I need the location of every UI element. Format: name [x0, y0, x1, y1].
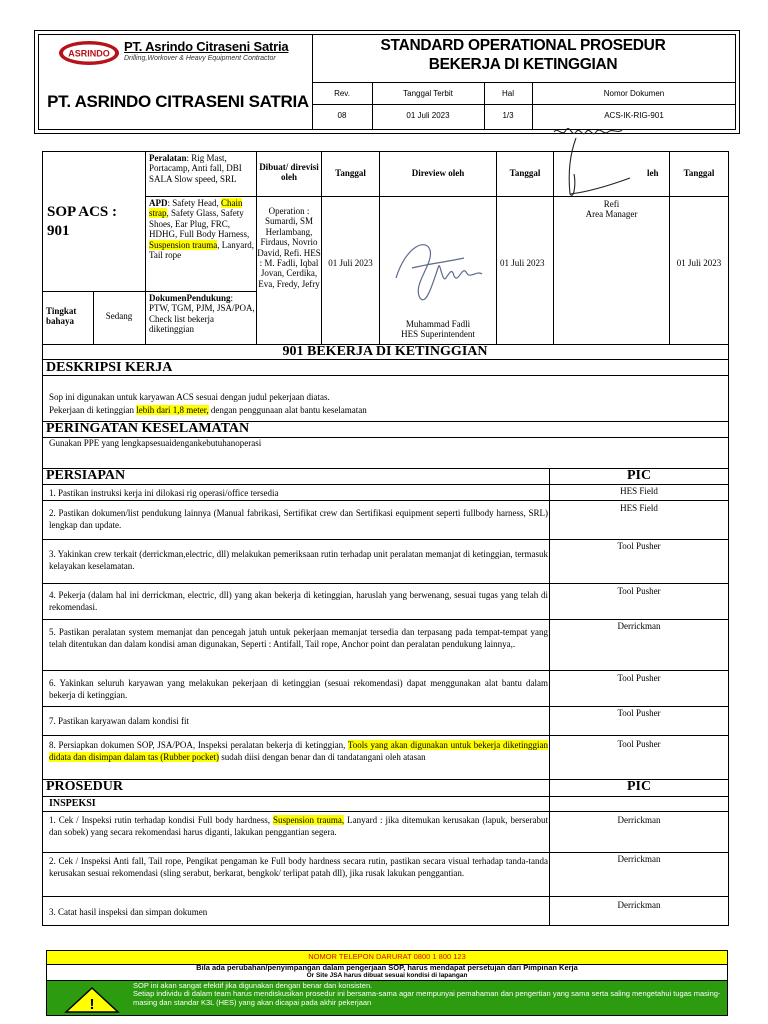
company-name: PT. Asrindo Citraseni Satria	[124, 39, 289, 54]
peralatan-cell	[149, 153, 255, 184]
reviewer-block	[380, 319, 496, 340]
prep-pic: HES Field	[620, 503, 658, 513]
prep-pic-header: PIC	[626, 468, 652, 483]
prep-pic: Derrickman	[617, 621, 661, 631]
col-tanggal3-header: Tanggal	[683, 168, 715, 178]
company-tagline: Drilling,Workover & Heavy Equipment Contractor	[124, 55, 276, 62]
document-title-line2: BEKERJA DI KETINGGIAN	[428, 56, 618, 73]
reviewer-name: Muhammad Fadli	[405, 319, 471, 329]
document-title-line1: STANDARD OPERATIONAL PROSEDUR	[380, 37, 666, 54]
notice-line1: Bila ada perubahan/penyimpangan dalam pengerjaan SOP, harus mendapat persetujan dari Pimpinan Kerja	[196, 963, 578, 972]
sop-code	[47, 203, 117, 241]
prep8-text: sudah diisi dengan benar dan di tandatangani oleh atasan	[218, 751, 426, 762]
prep-item: 7. Pastikan karyawan dalam kondisi fit	[49, 716, 189, 726]
green-notice-line1: SOP ini akan sangat efektif jika digunakan dengan benar dan konsisten.	[133, 981, 373, 990]
peralatan-label: Peralatan	[149, 153, 187, 163]
prep-pic: Tool Pusher	[617, 708, 661, 718]
notice-line2: Or Site JSA harus dibuat sesuai kondisi di lapangan	[306, 972, 468, 979]
date-value: 01 Juli 2023	[406, 111, 450, 120]
green-notice-line2: Setiap individu di dalam team harus mendiskusikan prosedur ini bersama-sama agar mempunyai pemahaman dan pengertian yang sama serta saling mengetahui tugas masing-masing dan standar K3L (HES) yang akan dicapai pada akhir pekerjaan	[133, 989, 721, 1007]
prep-item: 1. Pastikan instruksi kerja ini dilokasi rig operasi/office tersedia	[49, 488, 279, 498]
approver-block	[554, 199, 669, 220]
inspection-pic: Derrickman	[617, 854, 661, 864]
prep8-highlight: Tools yang akan digunakan untuk bekerja diketinggian didata dan disimpan dalam tas (Rubber pocket)	[49, 740, 548, 762]
prep-item: 4. Pekerja (dalam hal ini derrickman, electric, dll) yang akan bekerja di ketinggian, haruslah yang berwenang, sesuai tugas yang telah di rekomendasi.	[49, 590, 548, 612]
apd-highlight-suspension: Suspension trauma	[149, 239, 218, 250]
emergency-number: NOMOR TELEPON DARURAT 0800 1 800 123	[308, 952, 466, 961]
apd-label: APD	[149, 198, 168, 208]
inspection-pic: Derrickman	[617, 900, 661, 910]
col-dibuat-header: Dibuat/ direvisi oleh	[259, 162, 319, 183]
desc-heading: DESKRIPSI KERJA	[46, 360, 173, 375]
prep-heading: PERSIAPAN	[46, 468, 126, 483]
docno-value: ACS-IK-RIG-901	[604, 111, 664, 120]
date-label: Tanggal Terbit	[403, 89, 453, 98]
col-tanggal1-header: Tanggal	[335, 168, 366, 178]
procedure-heading: PROSEDUR	[46, 779, 124, 794]
inspection-item: 2. Cek / Inspeksi Anti fall, Tail rope, Pengikat pengaman ke Full body hardness secara rutin, pastikan secara visual terhadap tanda-tanda kerusakan sesuai rekomendasi (sling serabut, berkarat, bengkok/ terlipat patah dll), jika rusak lakukan penggantian.	[49, 856, 548, 878]
desc-line2	[49, 405, 719, 417]
prep8-text: 8. Persiapkan dokumen SOP, JSA/POA, Inspeksi peralatan bekerja di ketinggian,	[49, 740, 348, 750]
apd-text: , Lanyard, Tail rope	[149, 239, 254, 261]
dokumen-text: : PTW, TGM, PJM, JSA/POA, Check list bekerja diketinggian	[149, 293, 255, 335]
prep-pic: Tool Pusher	[617, 739, 661, 749]
inspection-item: 3. Catat hasil inspeksi dan simpan dokumen	[49, 907, 208, 917]
inspection-heading: INSPEKSI	[49, 798, 96, 809]
sop-code-line2: 901	[47, 223, 70, 239]
prep-item: 2. Pastikan dokumen/list pendukung lainnya (Manual fabrikasi, Sertifikat crew dan Sertifikasi equipment seperti fullbody harness, SRL) lengkap dan update.	[49, 508, 548, 530]
warning-text: Gunakan PPE yang lengkapsesuaidengankebutuhanoperasi	[49, 438, 262, 448]
reviewer-signature	[382, 228, 494, 310]
approver-name: Refi	[603, 199, 620, 209]
procedure-pic-header: PIC	[626, 779, 652, 794]
page-label: Hal	[501, 89, 514, 98]
risk-label	[46, 306, 76, 327]
main-title: 901 BEKERJA DI KETINGGIAN	[282, 344, 488, 359]
inspection-item	[49, 815, 548, 838]
tanggal3-value: 01 Juli 2023	[676, 258, 722, 268]
warning-triangle-icon	[64, 986, 120, 1014]
docno-label: Nomor Dokumen	[603, 89, 665, 98]
dokumen-label: DokumenPendukung	[149, 293, 231, 303]
dokumen-cell	[149, 293, 255, 335]
desc-highlight: lebih dari 1,8 meter,	[136, 405, 209, 415]
inspection-pic: Derrickman	[617, 815, 661, 825]
insp1-text: Lanyard : jika ditemukan kerusakan (lapuk, berserabut dan sobek) yang secara rekomendasi harus diganti, lakukan penggantian segera.	[49, 815, 548, 837]
insp1-highlight: Suspension trauma,	[272, 815, 345, 825]
col-disetujui-header: leh	[647, 168, 659, 178]
prep-item-8	[49, 740, 548, 763]
rev-value: 08	[337, 111, 347, 120]
sop-code-line1: SOP ACS :	[47, 204, 118, 220]
page-value: 1/3	[502, 111, 514, 120]
apd-text: , Safety Glass, Safety Shoes, Ear Plug, FRC, HDHG, Full Body Harness,	[149, 208, 250, 240]
tanggal2-value: 01 Juli 2023	[500, 258, 545, 268]
rev-label: Rev.	[334, 89, 350, 98]
prep-pic: HES Field	[620, 486, 658, 496]
reviewer-title: HES Superintendent	[401, 329, 475, 340]
apd-text: : Safety Head,	[167, 198, 221, 208]
prep-item: 5. Pastikan peralatan system memanjat dan pencegah jatuh untuk pekerjaan memanjat tersedia dan terpasang pada tempat-tempat yang telah ditentukan dan dalam kondisi aman digunakan, Seperti : Antifall, Tail rope, Anchor point dan peralatan pendukung lainnya,.	[49, 627, 548, 649]
desc-text: Pekerjaan di ketinggian	[49, 405, 137, 415]
peralatan-text: : Rig Mast, Portacamp, Anti fall, DBI SALA Slow speed, SRL	[149, 153, 242, 184]
approver-signature	[548, 124, 648, 200]
insp1-text: 1. Cek / Inspeksi rutin terhadap kondisi Full body hardness,	[49, 815, 273, 825]
prep-pic: Tool Pusher	[617, 541, 661, 551]
prep-pic: Tool Pusher	[617, 673, 661, 683]
prep-pic: Tool Pusher	[617, 586, 661, 596]
apd-cell	[149, 198, 255, 260]
desc-text: dengan penggunaan alat bantu keselamatan	[208, 405, 367, 415]
logo-text: ASRINDO	[68, 48, 110, 59]
warning-heading: PERINGATAN KESELAMATAN	[46, 421, 250, 436]
col-tanggal2-header: Tanggal	[509, 168, 541, 178]
prep-item: 6. Yakinkan seluruh karyawan yang melakukan pekerjaan di ketinggian (sesuai rekomendasi) dapat menggunakan alat bantu dalam bekerja di ketinggian.	[49, 678, 548, 700]
col-direview-header: Direview oleh	[411, 168, 465, 178]
dibuat-names: Operation : Sumardi, SM Herlambang, Firdaus, Novrio David, Refi. HES : M. Fadli, Iqbal Jovan, Cerdika, Eva, Fredy, Jefry	[257, 206, 321, 289]
prep-item: 3. Yakinkan crew terkait (derrickman,electric, dll) melakukan pemeriksaan rutin terhadap unit peralatan memanjat di ketinggian, termasuk kelayakan keselamatan.	[49, 549, 548, 571]
company-name-big: PT. ASRINDO CITRASENI SATRIA	[47, 92, 309, 111]
risk-label-line1: Tingkat	[46, 306, 77, 316]
approver-title: Area Manager	[585, 209, 638, 220]
risk-level: Sedang	[105, 311, 133, 321]
green-notice	[133, 982, 725, 1007]
apd-highlight-chain-strap: Chain strap	[149, 198, 243, 219]
risk-label-line2: bahaya	[46, 316, 75, 327]
tanggal1-value: 01 Juli 2023	[328, 258, 373, 268]
desc-line1: Sop ini digunakan untuk karyawan ACS sesuai dengan judul pekerjaan diatas.	[49, 392, 330, 402]
warning-glyph: !	[89, 996, 95, 1013]
